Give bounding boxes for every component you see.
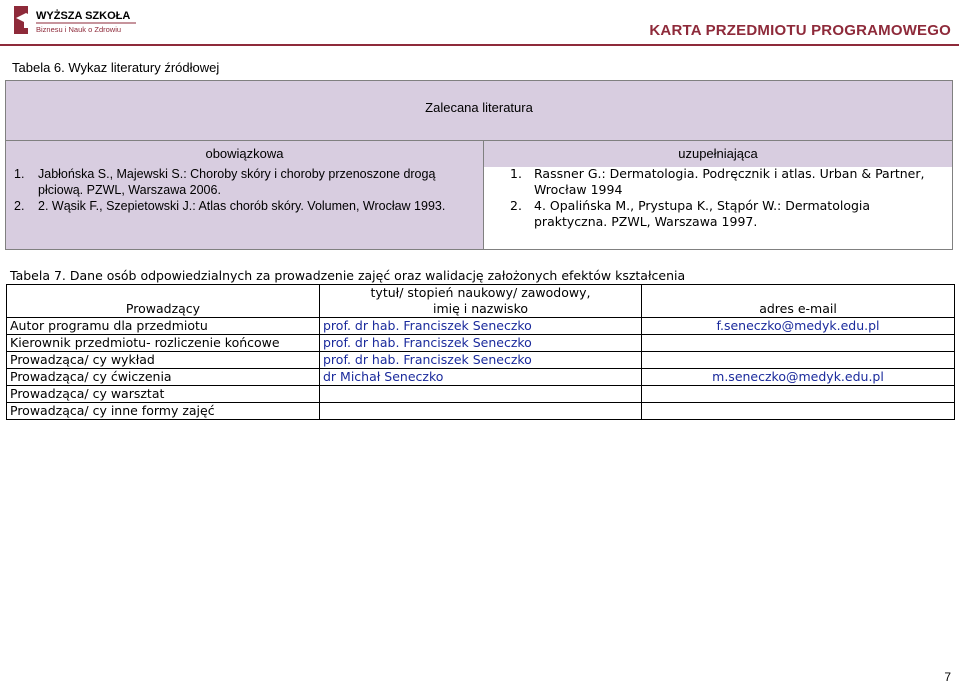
cell-person	[320, 403, 642, 420]
table-row	[7, 369, 955, 386]
logo-line1: WYŻSZA SZKOŁA	[36, 10, 131, 22]
table-row	[7, 352, 955, 369]
cell-role: Prowadząca/ cy warsztat	[7, 386, 320, 403]
table-row	[7, 335, 955, 352]
cell-email[interactable]: m.seneczko@medyk.edu.pl	[642, 369, 955, 386]
cell-email	[642, 386, 955, 403]
header-cell-role: Prowadzący	[7, 285, 320, 318]
cell-person: dr Michał Seneczko	[320, 369, 642, 386]
list-item: 1. Jabłońska S., Majewski S.: Choroby skóry i choroby przenoszone drogą płciową. PZWL, Warszawa 2006.	[14, 167, 436, 197]
header-cell-person: tytuł/ stopień naukowy/ zawodowy, imię i nazwisko	[320, 285, 642, 318]
table6-caption: Tabela 6. Wykaz literatury źródłowej	[12, 60, 220, 75]
table7-caption: Tabela 7. Dane osób odpowiedzialnych za prowadzenie zajęć oraz walidację założonych efektów kształcenia	[10, 268, 686, 283]
cell-role: Prowadząca/ cy inne formy zajęć	[7, 403, 320, 420]
literature-table	[5, 80, 953, 250]
cell-role: Prowadząca/ cy ćwiczenia	[7, 369, 320, 386]
table-header-row	[7, 285, 955, 318]
column-header-mandatory: obowiązkowa	[6, 141, 484, 167]
cell-email[interactable]: f.seneczko@medyk.edu.pl	[642, 318, 955, 335]
table-row	[7, 318, 955, 335]
list-item: 1. Rassner G.: Dermatologia. Podręcznik i atlas. Urban & Partner, Wrocław 1994	[510, 166, 925, 197]
cell-email	[642, 352, 955, 369]
table-row	[7, 386, 955, 403]
cell-email	[642, 335, 955, 352]
column-header-supplementary: uzupełniająca	[484, 141, 952, 167]
staff-table	[6, 284, 955, 420]
table-row	[7, 403, 955, 420]
cell-person: prof. dr hab. Franciszek Seneczko	[320, 318, 642, 335]
page-number: 7	[944, 670, 951, 684]
cell-email	[642, 403, 955, 420]
literature-table-title: Zalecana literatura	[425, 100, 533, 115]
list-item: 2. 4. Opalińska M., Prystupa K., Stąpór W.: Dermatologia praktyczna. PZWL, Warszawa 1997.	[510, 198, 871, 229]
page-header	[0, 0, 959, 48]
list-item: 2. 2. Wąsik F., Szepietowski J.: Atlas chorób skóry. Volumen, Wrocław 1993.	[14, 199, 446, 213]
cell-person: prof. dr hab. Franciszek Seneczko	[320, 352, 642, 369]
mandatory-literature-cell	[6, 167, 484, 249]
supplementary-literature-cell	[484, 167, 952, 249]
header-cell-email: adres e-mail	[642, 285, 955, 318]
school-logo-icon	[14, 4, 138, 36]
cell-person: prof. dr hab. Franciszek Seneczko	[320, 335, 642, 352]
literature-table-header	[6, 81, 952, 141]
school-logo	[14, 4, 138, 36]
logo-line2: Biznesu i Nauk o Zdrowiu	[36, 25, 122, 34]
cell-role: Kierownik przedmiotu- rozliczenie końcowe	[7, 335, 320, 352]
header-divider	[0, 44, 959, 46]
cell-role: Prowadząca/ cy wykład	[7, 352, 320, 369]
document-title: KARTA PRZEDMIOTU PROGRAMOWEGO	[649, 22, 951, 39]
cell-role: Autor programu dla przedmiotu	[7, 318, 320, 335]
cell-person	[320, 386, 642, 403]
